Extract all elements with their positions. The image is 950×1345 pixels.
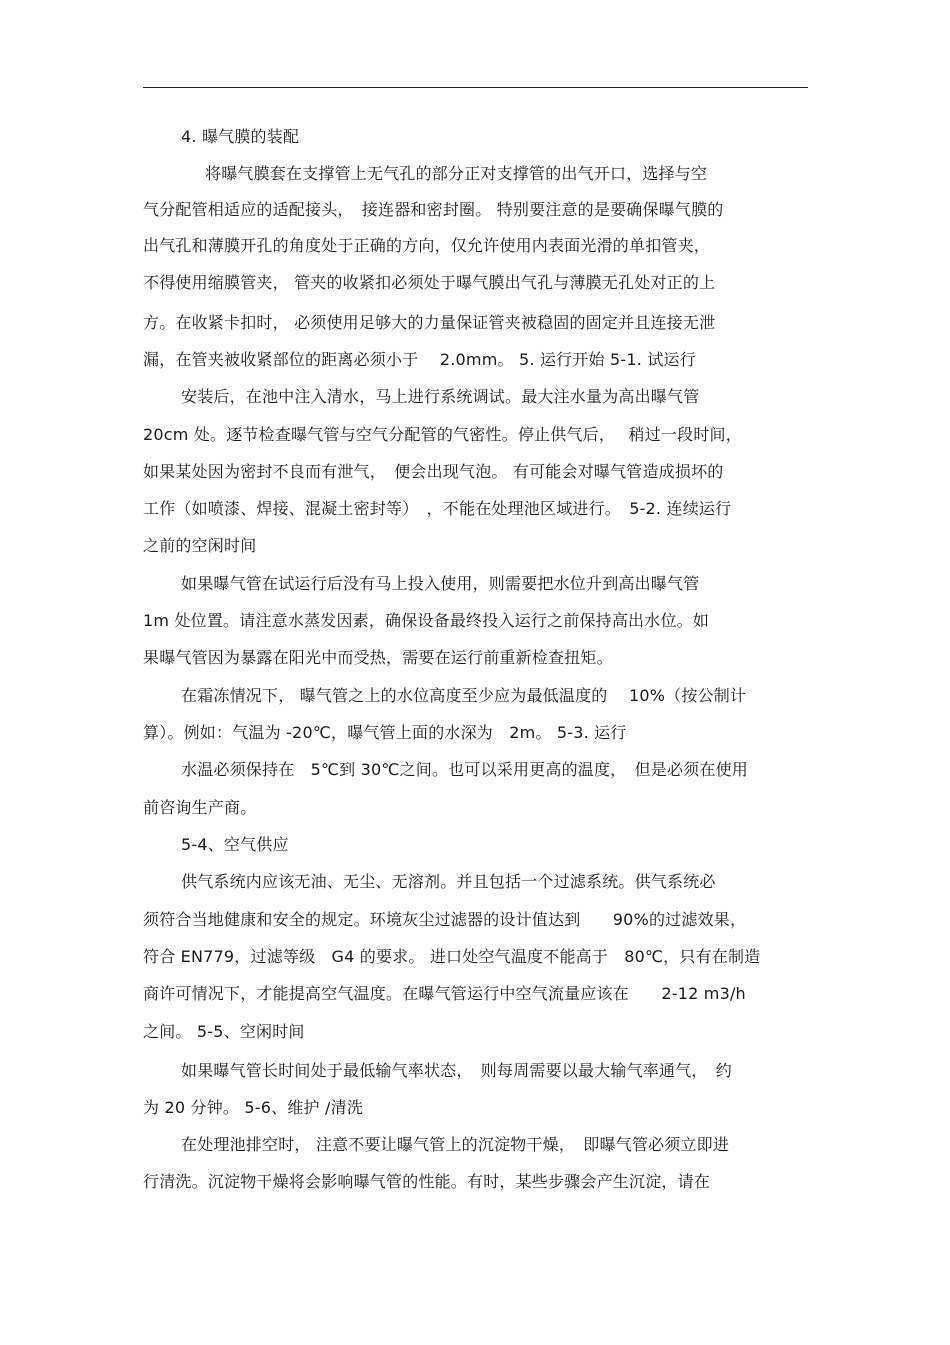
paragraph-line: 符合 EN779，过滤等级 G4 的要求。 进口处空气温度不能高于 80℃，只有在制造 — [143, 947, 761, 966]
paragraph-line: 气分配管相适应的适配接头， 接连器和密封圈。 特别要注意的是要确保曝气膜的 — [143, 200, 724, 219]
header-rule — [143, 87, 808, 88]
paragraph-line: 在处理池排空时， 注意不要让曝气管上的沉淀物干燥， 即曝气管必须立即进 — [181, 1135, 730, 1154]
paragraph-line: 商许可情况下，才能提高空气温度。在曝气管运行中空气流量应该在 2-12 m3/h — [143, 984, 746, 1003]
paragraph-line: 之前的空闲时间 — [143, 536, 257, 555]
paragraph-line: 方。在收紧卡扣时， 必须使用足够大的力量保证管夹被稳固的固定并且连接无泄 — [143, 313, 716, 332]
paragraph-line: 在霜冻情况下， 曝气管之上的水位高度至少应为最低温度的 10%（按公制计 — [181, 686, 747, 705]
paragraph-line: 须符合当地健康和安全的规定。环境灰尘过滤器的设计值达到 90%的过滤效果， — [143, 910, 747, 929]
paragraph-line: 果曝气管因为暴露在阳光中而受热，需要在运行前重新检查扭矩。 — [143, 648, 613, 667]
section-heading: 4. 曝气膜的装配 — [181, 127, 300, 146]
paragraph-line: 水温必须保持在 5℃到 30℃之间。也可以采用更高的温度， 但是必须在使用 — [181, 760, 748, 779]
paragraph-line: 算）。例如：气温为 -20℃，曝气管上面的水深为 2m。 5-3. 运行 — [143, 723, 627, 742]
paragraph-line: 为 20 分钟。 5-6、维护 /清洗 — [143, 1098, 364, 1117]
paragraph-line: 出气孔和薄膜开孔的角度处于正确的方向，仅允许使用内表面光滑的单扣管夹， — [143, 236, 711, 255]
paragraph-line: 如果某处因为密封不良而有泄气， 便会出现气泡。 有可能会对曝气管造成损坏的 — [143, 462, 724, 481]
paragraph-line: 工作（如喷漆、焊接、混凝土密封等） ，不能在处理池区域进行。 5-2. 连续运行 — [143, 499, 732, 518]
paragraph-line: 如果曝气管在试运行后没有马上投入使用，则需要把水位升到高出曝气管 — [181, 574, 700, 593]
paragraph-line: 行清洗。沉淀物干燥将会影响曝气管的性能。有时，某些步骤会产生沉淀，请在 — [143, 1172, 711, 1191]
paragraph-line: 供气系统内应该无油、无尘、无溶剂。并且包括一个过滤系统。供气系统必 — [181, 872, 716, 891]
paragraph-line: 20cm 处。逐节检查曝气管与空气分配管的气密性。停止供气后， 稍过一段时间， — [143, 425, 742, 444]
paragraph-line: 将曝气膜套在支撑管上无气孔的部分正对支撑管的出气开口，选择与空 — [205, 164, 708, 183]
paragraph-line: 之间。 5-5、空闲时间 — [143, 1022, 305, 1041]
paragraph-line: 安装后，在池中注入清水，马上进行系统调试。最大注水量为高出曝气管 — [181, 387, 700, 406]
section-heading: 5-4、空气供应 — [181, 835, 289, 854]
paragraph-line: 漏，在管夹被收紧部位的距离必须小于 2.0mm。 5. 运行开始 5-1. 试运行 — [143, 350, 696, 369]
paragraph-line: 不得使用缩膜管夹， 管夹的收紧扣必须处于曝气膜出气孔与薄膜无孔处对正的上 — [143, 273, 716, 292]
paragraph-line: 如果曝气管长时间处于最低输气率状态， 则每周需要以最大输气率通气， 约 — [181, 1061, 733, 1080]
paragraph-line: 前咨询生产商。 — [143, 798, 257, 817]
paragraph-line: 1m 处位置。请注意水蒸发因素，确保设备最终投入运行之前保持高出水位。如 — [143, 611, 710, 630]
